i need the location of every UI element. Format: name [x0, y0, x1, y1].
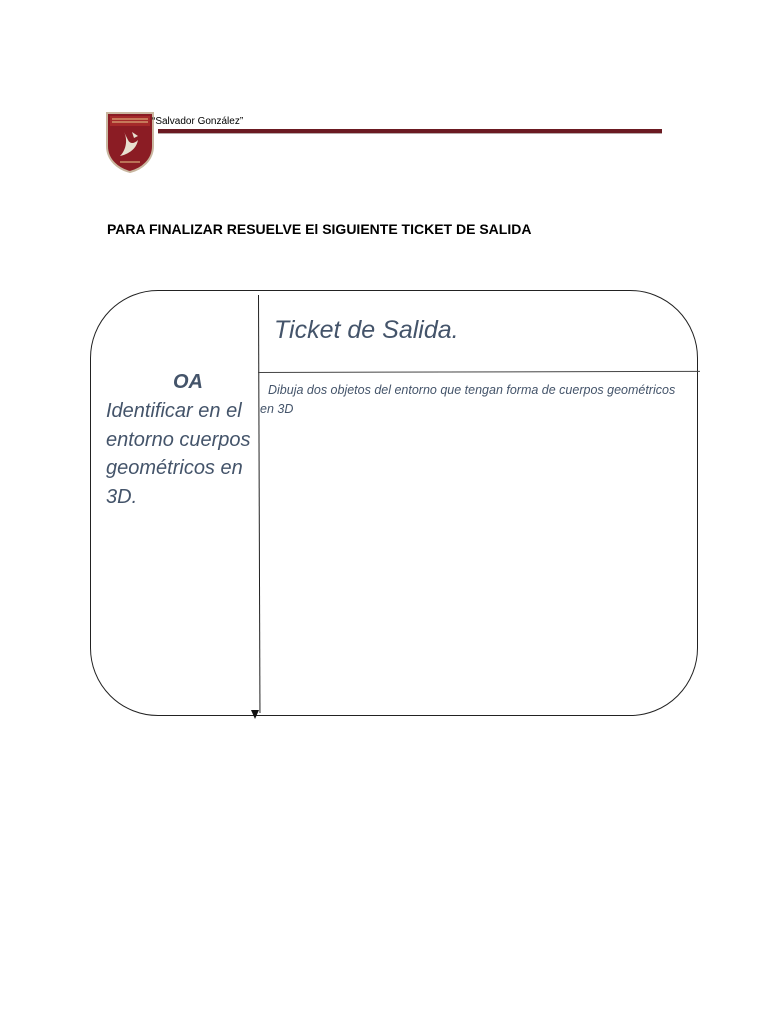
school-name: “Salvador González”: [152, 116, 244, 127]
oa-label: OA: [173, 371, 203, 393]
ticket-title: Ticket de Salida.: [274, 316, 459, 344]
document-header: [104, 110, 664, 176]
header-rule: [158, 129, 662, 134]
arrow-down-icon: [251, 710, 259, 719]
task-instruction: Dibuja dos objetos del entorno que tengan forma de cuerpos geométricos en 3D: [260, 383, 676, 416]
school-crest-icon: [104, 110, 156, 174]
instruction-heading: PARA FINALIZAR RESUELVE El SIGUIENTE TICKET DE SALIDA: [107, 221, 532, 237]
oa-objective-text: Identificar en el entorno cuerpos geométricos en 3D.: [106, 400, 251, 508]
